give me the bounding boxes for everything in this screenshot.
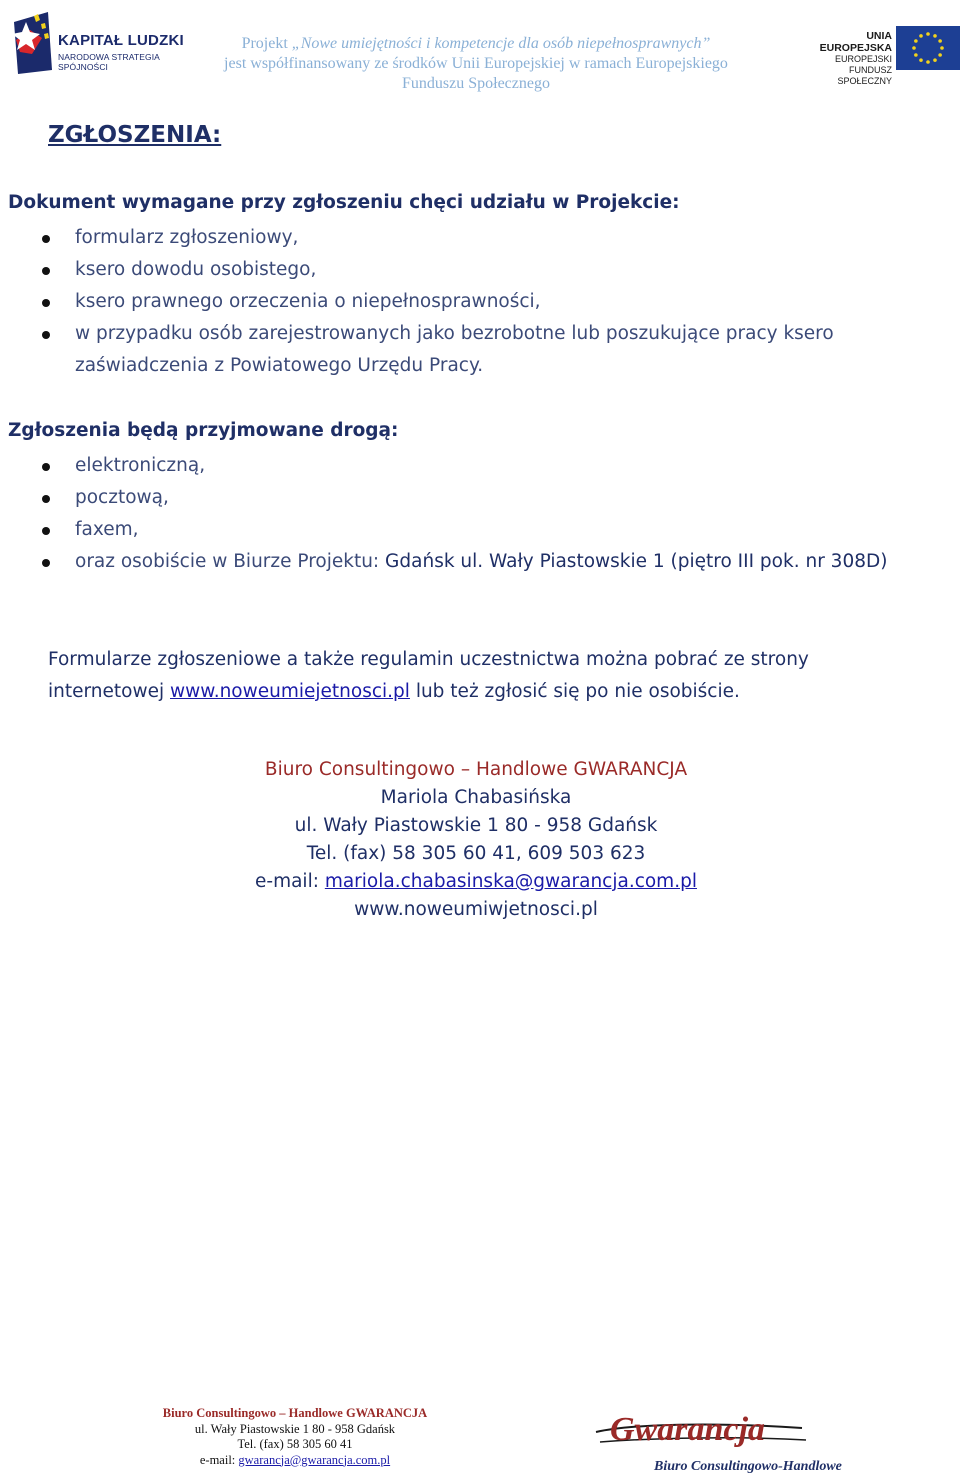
eu-logo-line1: UNIA EUROPEJSKA bbox=[819, 30, 892, 54]
eu-star-icon bbox=[933, 34, 937, 38]
footer-email-line bbox=[140, 1453, 450, 1469]
project-header-line2: jest współfinansowany ze środków Unii Europejskiej w ramach Europejskiego bbox=[224, 55, 728, 72]
eu-star-icon bbox=[912, 46, 916, 50]
gwarancja-logo-word: Gwarancja bbox=[610, 1411, 765, 1448]
documents-list bbox=[8, 222, 908, 382]
forms-note-text: Formularze zgłoszeniowe a także regulamin uczestnictwa można pobrać ze strony internetowej bbox=[48, 649, 809, 702]
footer-email-label: e-mail: bbox=[199, 1452, 239, 1467]
list-item: ksero prawnego orzeczenia o niepełnosprawności, bbox=[8, 286, 908, 318]
contact-address: ul. Wały Piastowskie 1 80 - 958 Gdańsk bbox=[294, 815, 658, 836]
contact-firm: Biuro Consultingowo – Handlowe GWARANCJA bbox=[264, 759, 688, 780]
list-item bbox=[8, 546, 908, 578]
eu-logo-line3: FUNDUSZ SPOŁECZNY bbox=[837, 65, 892, 86]
project-name: „Nowe umiejętności i kompetencje dla osób niepełnosprawnych” bbox=[291, 35, 711, 52]
contact-person: Mariola Chabasińska bbox=[380, 787, 572, 808]
project-prefix: Projekt bbox=[241, 35, 292, 52]
website-link[interactable]: www.noweumiejetnosci.pl bbox=[170, 681, 410, 702]
project-header-line3: Funduszu Społecznego bbox=[402, 75, 550, 92]
kapital-ludzki-emblem-icon bbox=[8, 10, 56, 76]
project-header bbox=[200, 34, 752, 94]
email-label: e-mail: bbox=[255, 871, 325, 892]
eu-star-icon bbox=[938, 53, 942, 57]
footer-email-link[interactable]: gwarancja@gwarancja.com.pl bbox=[238, 1452, 391, 1467]
forms-note bbox=[48, 644, 868, 708]
office-address: Gdańsk ul. Wały Piastowskie 1 (piętro III pok. nr 308D) bbox=[385, 551, 888, 572]
gwarancja-logo-sub: Biuro Consultingowo-Handlowe bbox=[654, 1459, 842, 1474]
list-item: pocztową, bbox=[8, 482, 908, 514]
footer-address: ul. Wały Piastowskie 1 80 - 958 Gdańsk bbox=[194, 1421, 396, 1436]
documents-heading: Dokument wymagane przy zgłoszeniu chęci udziału w Projekcie: bbox=[8, 192, 680, 213]
eu-star-icon bbox=[914, 53, 918, 57]
eu-star-icon bbox=[940, 46, 944, 50]
gwarancja-logo bbox=[592, 1402, 862, 1476]
contact-email-line bbox=[0, 868, 952, 896]
office-label: oraz osobiście w Biurze Projektu: bbox=[75, 551, 386, 572]
eu-logo-text bbox=[798, 30, 892, 87]
list-item: ksero dowodu osobistego, bbox=[8, 254, 908, 286]
eu-star-icon bbox=[926, 60, 930, 64]
channels-heading: Zgłoszenia będą przyjmowane drogą: bbox=[8, 420, 399, 441]
kapital-ludzki-subtitle: NARODOWA STRATEGIA SPÓJNOŚCI bbox=[58, 52, 160, 72]
list-item: w przypadku osób zarejestrowanych jako bezrobotne lub poszukujące pracy ksero zaświadczenia z Powiatowego Urzędu Pracy. bbox=[8, 318, 855, 382]
project-header-line1 bbox=[200, 34, 752, 54]
forms-note-text-end: lub też zgłosić się po nie osobiście. bbox=[409, 681, 740, 702]
channels-list bbox=[8, 450, 908, 578]
contact-website: www.noweumiwjetnosci.pl bbox=[354, 899, 598, 920]
eu-star-icon bbox=[919, 34, 923, 38]
footer-firm: Biuro Consultingowo – Handlowe GWARANCJA bbox=[162, 1406, 428, 1420]
eu-star-icon bbox=[926, 32, 930, 36]
eu-star-icon bbox=[938, 39, 942, 43]
page-title: ZGŁOSZENIA: bbox=[48, 122, 222, 148]
list-item: elektroniczną, bbox=[8, 450, 908, 482]
footer-phone: Tel. (fax) 58 305 60 41 bbox=[237, 1437, 353, 1451]
footer-contact bbox=[140, 1406, 450, 1468]
eu-logo bbox=[798, 22, 960, 86]
list-item: formularz zgłoszeniowy, bbox=[8, 222, 908, 254]
list-item: faxem, bbox=[8, 514, 908, 546]
gwarancja-logo-icon bbox=[592, 1402, 862, 1476]
eu-star-icon bbox=[919, 58, 923, 62]
contact-phone: Tel. (fax) 58 305 60 41, 609 503 623 bbox=[306, 843, 646, 864]
eu-flag-icon bbox=[896, 26, 960, 70]
kapital-ludzki-logo bbox=[8, 8, 208, 78]
contact-block bbox=[0, 756, 952, 924]
eu-logo-line2: EUROPEJSKI bbox=[834, 54, 892, 64]
eu-star-icon bbox=[933, 58, 937, 62]
eu-star-icon bbox=[914, 39, 918, 43]
contact-email-link[interactable]: mariola.chabasinska@gwarancja.com.pl bbox=[324, 871, 697, 892]
kapital-ludzki-brand: KAPITAŁ LUDZKI bbox=[58, 32, 184, 49]
